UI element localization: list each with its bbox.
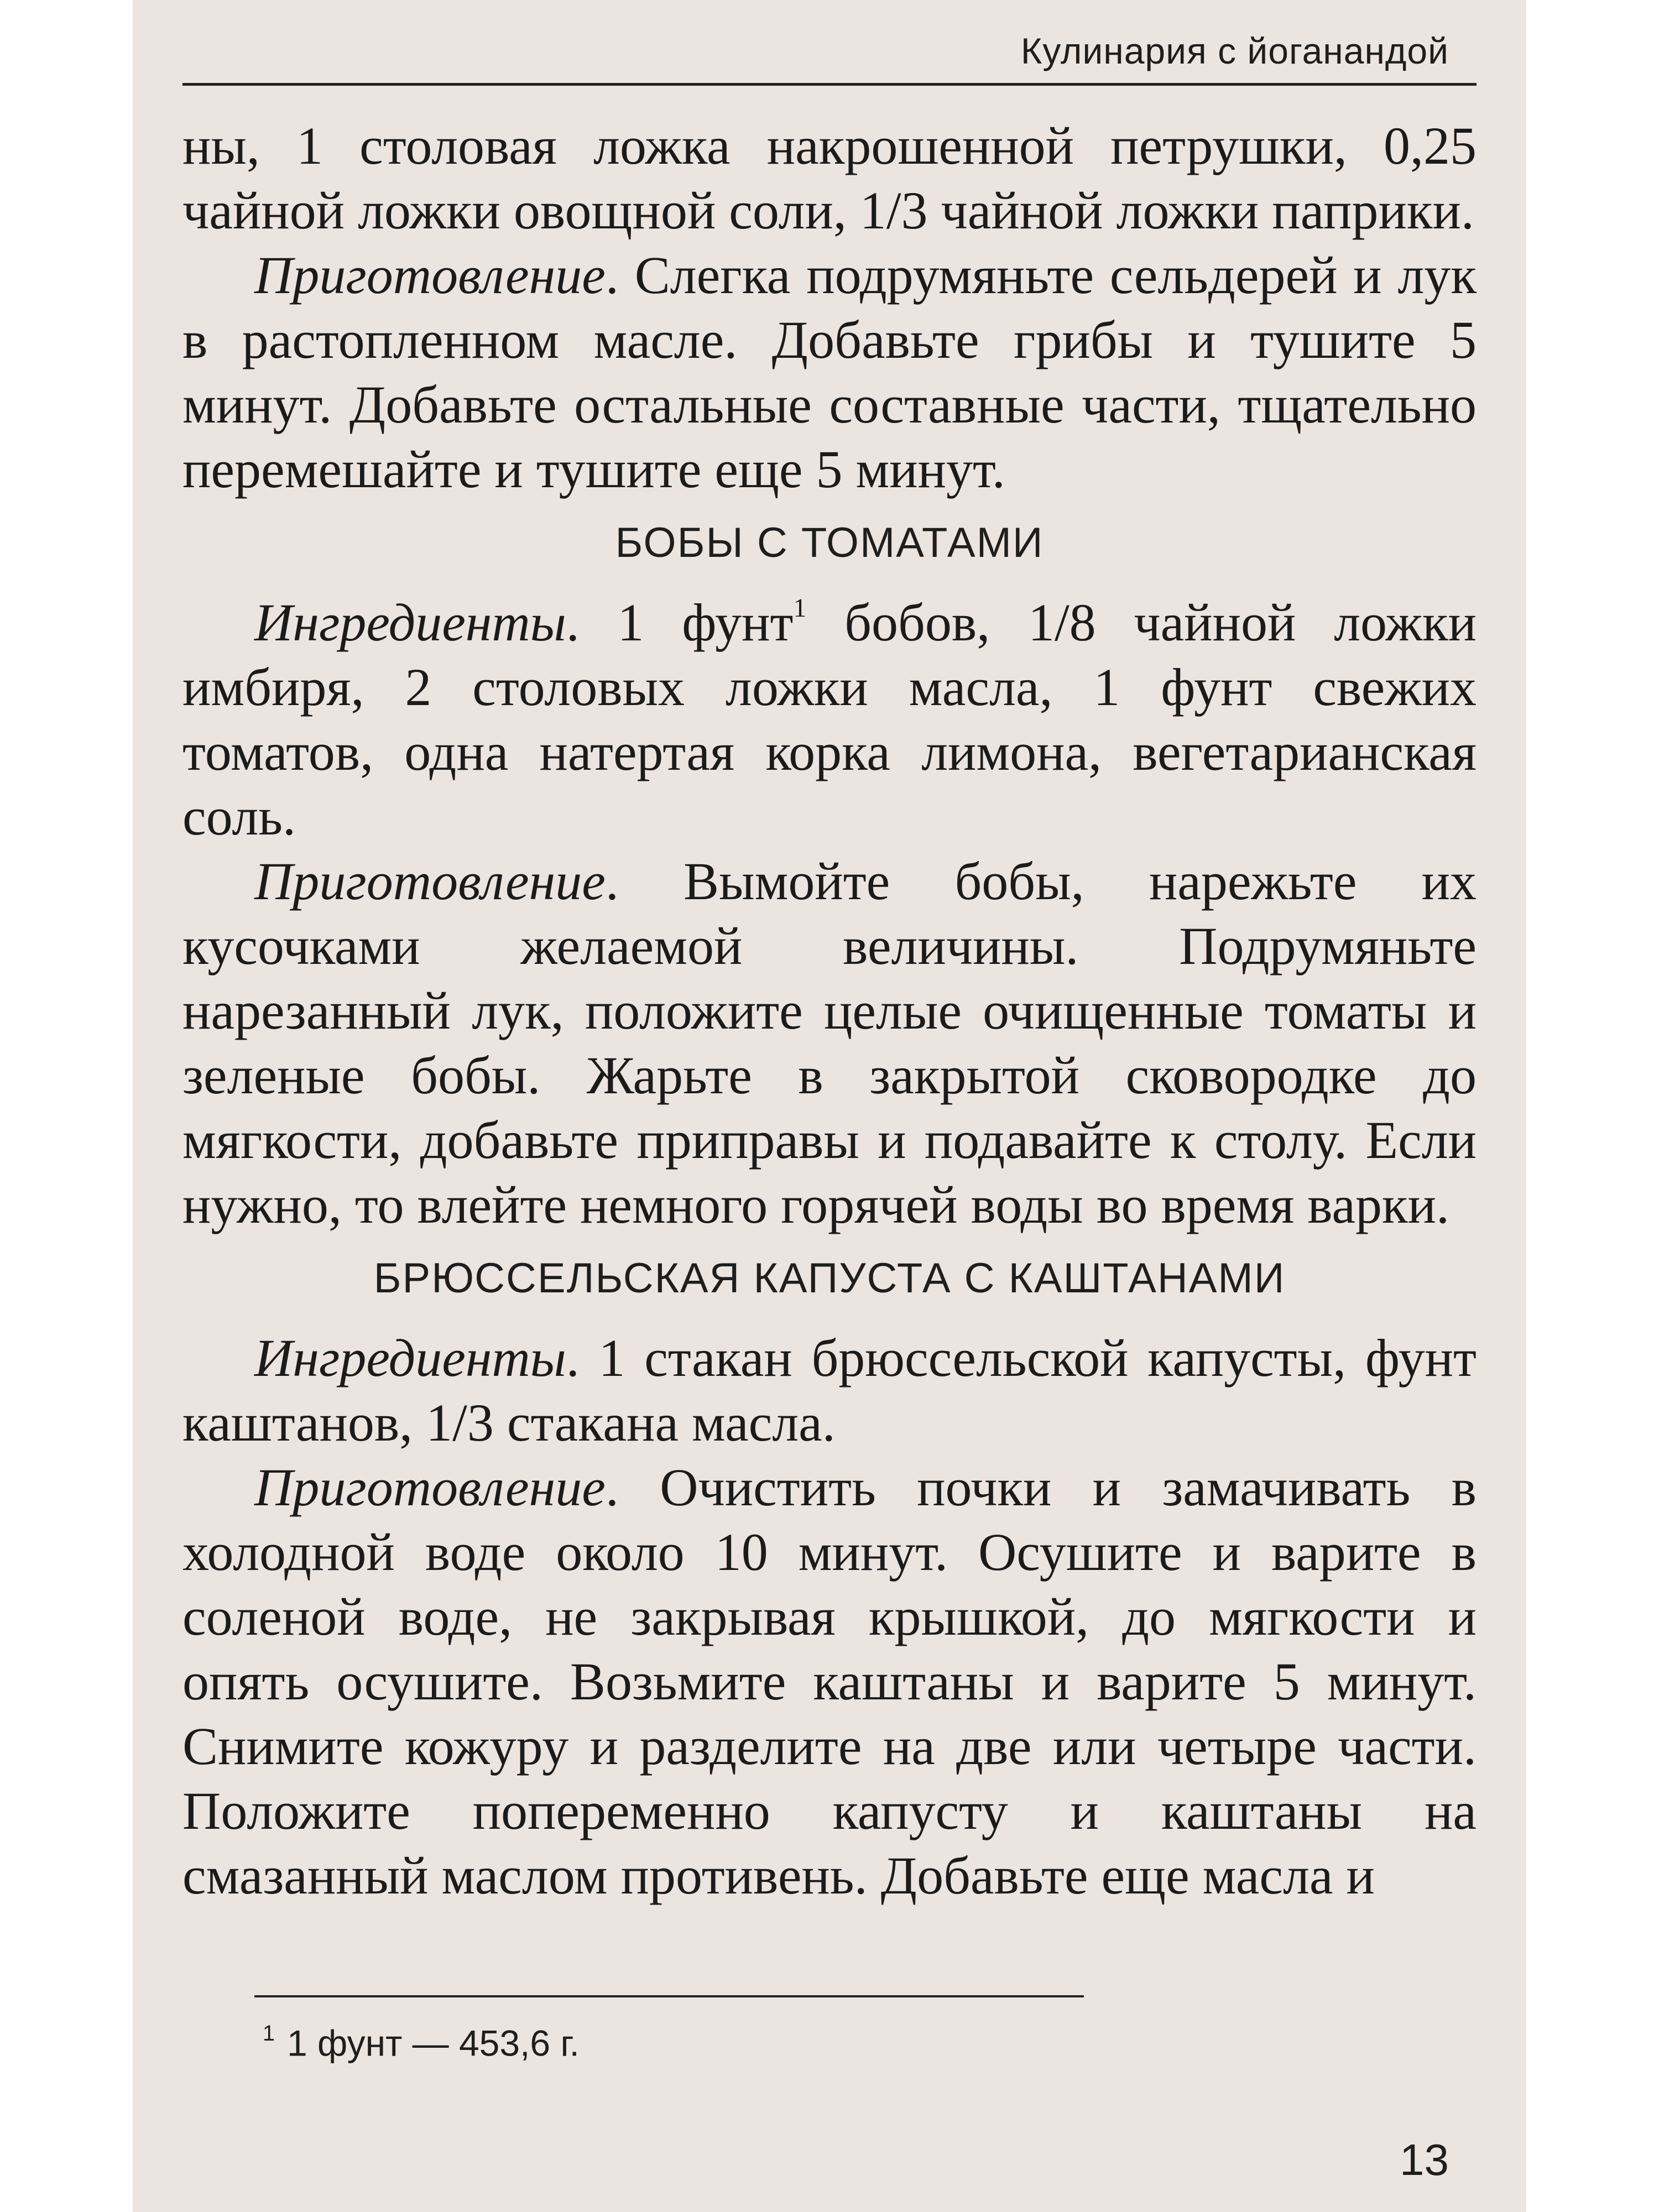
- ingredients-label: Ингредиенты: [254, 1328, 566, 1387]
- ingredients-text-start: . 1 фунт: [566, 593, 794, 652]
- paragraph-preparation-sprouts: [182, 1455, 1477, 1908]
- footnote: [263, 2021, 580, 2064]
- ingredients-text-rest: бобов, 1/8 чайной ложки имбиря, 2 столовых ложки масла, 1 фунт свежих томатов, одна натертая корка лимона, вегетарианская соль.: [182, 593, 1477, 846]
- preparation-label: Приготовление: [254, 246, 606, 305]
- paragraph-ingredients-continued: ны, 1 столовая ложка накрошенной петрушки, 0,25 чайной ложки овощной соли, 1/3 чайной ложки паприки.: [182, 116, 1477, 240]
- page-number: 13: [1400, 2135, 1449, 2184]
- paragraph-preparation-beans: [182, 849, 1477, 1237]
- recipe-heading-beans-tomatoes: БОБЫ С ТОМАТАМИ: [615, 519, 1044, 566]
- preparation-text: . Очистить почки и замачивать в холодной воде около 10 минут. Осушите и варите в соленой воде, не закрывая крышкой, до мягкости и опять осушите. Возьмите каштаны и варите 5 минут. Снимите кожуру и разделите на две или четыре части. Положите попеременно капусту и каштаны на смазанный маслом противень. Добавьте еще масла и: [182, 1458, 1477, 1905]
- ingredients-text: . 1 стакан брюссельской капусты, фунт каштанов, 1/3 стакана масла.: [182, 1328, 1477, 1452]
- running-header: Кулинария с йоганандой: [1020, 30, 1449, 71]
- body-text: [182, 113, 1477, 1908]
- footnote-marker: 1: [263, 2021, 275, 2046]
- paragraph-preparation-mushrooms: [182, 243, 1477, 502]
- footnote-reference: 1: [793, 593, 807, 623]
- header-rule: [182, 83, 1477, 86]
- recipe-heading-brussels-sprouts: БРЮССЕЛЬСКАЯ КАПУСТА С КАШТАНАМИ: [373, 1255, 1286, 1302]
- preparation-label: Приготовление: [254, 1458, 606, 1517]
- footnote-text: 1 фунт — 453,6 г.: [287, 2022, 580, 2064]
- preparation-text: . Слегка подрумяньте сельдерей и лук в растопленном масле. Добавьте грибы и тушите 5 минут. Добавьте остальные составные части, тщательно перемешайте и тушите еще 5 минут.: [182, 246, 1477, 499]
- preparation-label: Приготовление: [254, 852, 606, 911]
- paragraph-ingredients-beans: [182, 590, 1477, 849]
- ingredients-label: Ингредиенты: [254, 593, 566, 652]
- book-page: [133, 0, 1526, 2212]
- footnote-rule: [254, 1995, 1084, 1997]
- preparation-text: . Вымойте бобы, нарежьте их кусочками желаемой величины. Подрумяньте нарезанный лук, положите целые очищенные томаты и зеленые бобы. Жарьте в закрытой сковородке до мягкости, добавьте приправы и подавайте к столу. Если нужно, то влейте немного горячей воды во время варки.: [182, 852, 1477, 1234]
- paragraph-ingredients-sprouts: [182, 1326, 1477, 1455]
